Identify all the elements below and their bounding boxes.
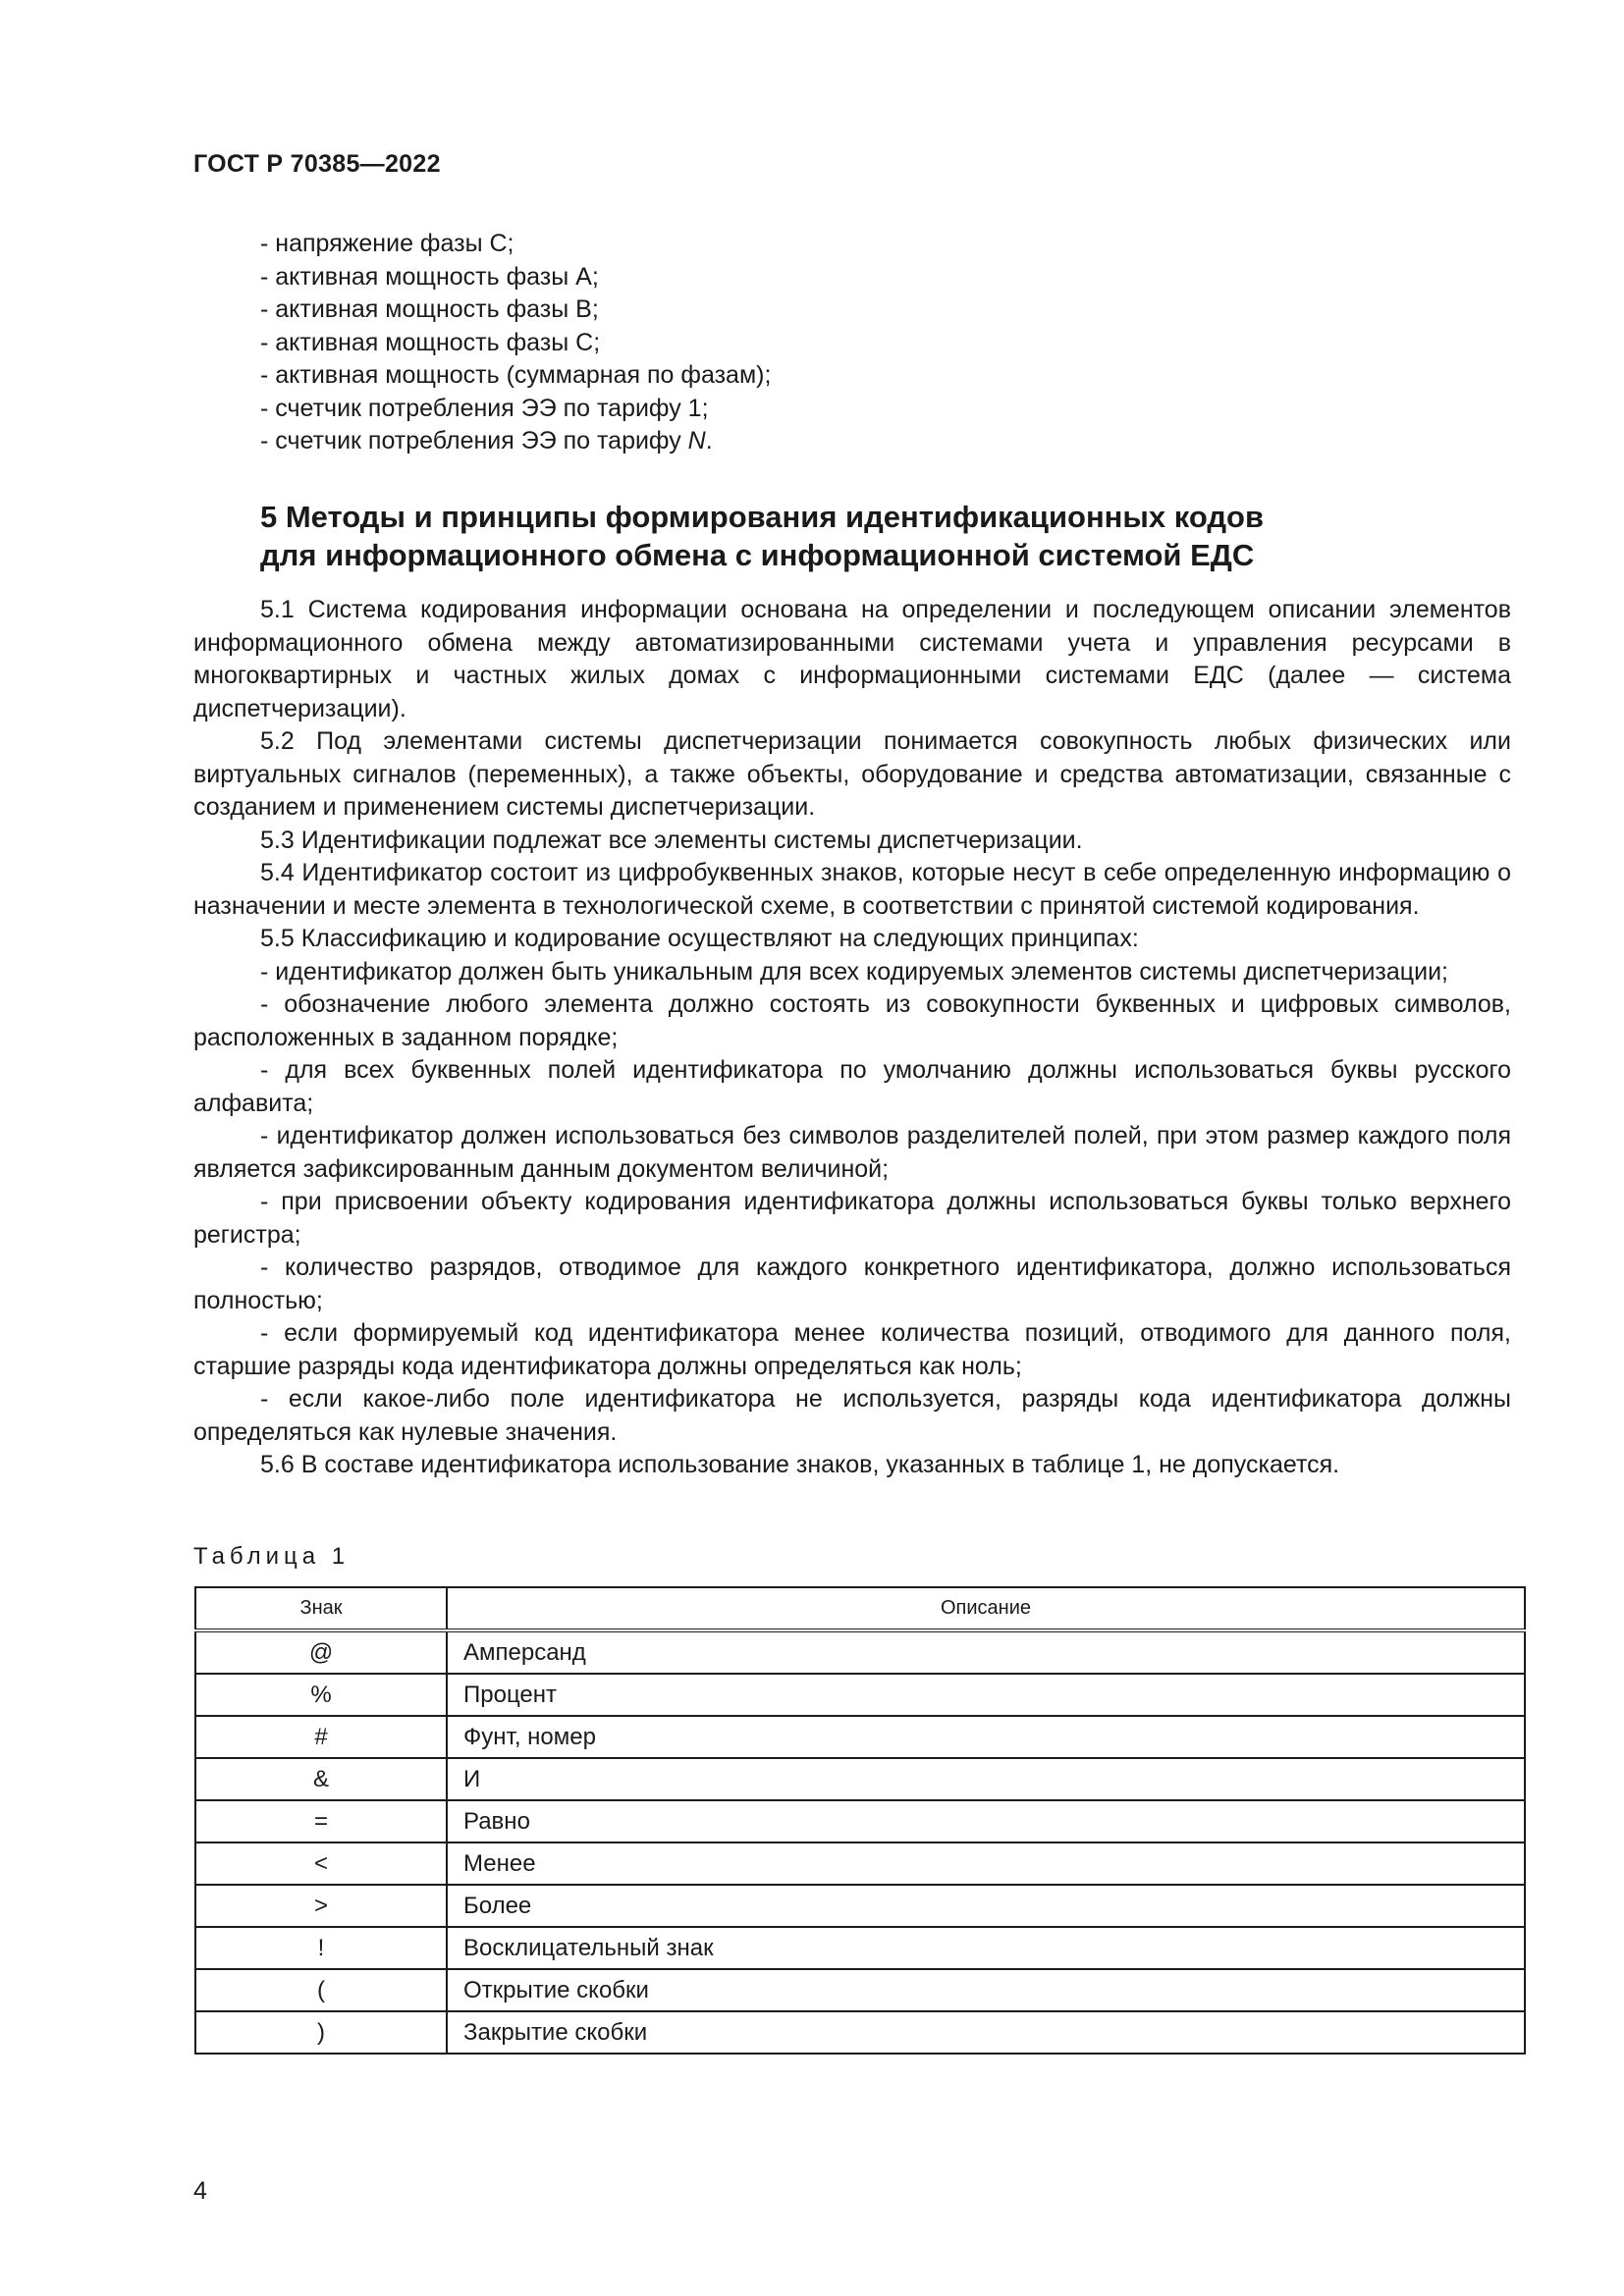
- symbol-cell: (: [195, 1969, 447, 2011]
- table-row: [195, 1758, 1525, 1800]
- paragraph: 5.5 Классификацию и кодирование осуществляют на следующих принципах:: [260, 925, 1139, 952]
- description-cell: Открытие скобки: [447, 1969, 1525, 2011]
- paragraph: - идентификатор должен быть уникальным для всех кодируемых элементов системы диспетчеризации;: [260, 957, 1448, 986]
- paragraph: - если формируемый код идентификатора менее количества позиций, отводимого для данного поля, старшие разряды кода идентификатора должны определяться как ноль;: [193, 1319, 1511, 1380]
- symbol-cell: =: [195, 1800, 447, 1842]
- table-row: [195, 1630, 1525, 1674]
- paragraph: - при присвоении объекту кодирования идентификатора должны использоваться буквы только верхнего регистра;: [193, 1188, 1511, 1249]
- list-item: - активная мощность фазы А;: [260, 262, 599, 291]
- symbol-cell: !: [195, 1927, 447, 1969]
- document-code: ГОСТ Р 70385—2022: [193, 150, 441, 178]
- table-row: [195, 1842, 1525, 1885]
- section-title: [260, 498, 1537, 574]
- table-row: [195, 1716, 1525, 1758]
- paragraph: - если какое-либо поле идентификатора не используется, разряды кода идентификатора должны определяться как нулевые значения.: [193, 1385, 1511, 1446]
- forbidden-symbols-table: [194, 1586, 1526, 2055]
- table-row: [195, 1969, 1525, 2011]
- symbol-cell: @: [195, 1630, 447, 1674]
- paragraph: 5.3 Идентификации подлежат все элементы системы диспетчеризации.: [260, 826, 1083, 854]
- list-item: - активная мощность (суммарная по фазам);: [260, 361, 772, 389]
- paragraph: - количество разрядов, отводимое для каждого конкретного идентификатора, должно использоваться полностью;: [193, 1254, 1511, 1314]
- column-header-symbol: Знак: [195, 1587, 447, 1630]
- description-cell: Амперсанд: [447, 1630, 1525, 1674]
- page-number: 4: [193, 2177, 207, 2205]
- symbol-cell: %: [195, 1674, 447, 1716]
- symbol-cell: #: [195, 1716, 447, 1758]
- section-body: [193, 594, 1511, 1482]
- list-item: - активная мощность фазы С;: [260, 328, 601, 356]
- table-row: [195, 1927, 1525, 1969]
- paragraph: - идентификатор должен использоваться без символов разделителей полей, при этом размер каждого поля является зафиксированным данным документом величиной;: [193, 1122, 1511, 1183]
- paragraph: 5.1 Система кодирования информации основана на определении и последующем описании элементов информационного обмена между автоматизированными системами учета и управления ресурсами в многоквартирных и частных жилых домах с информационными системами ЕДС (далее — система диспетчеризации).: [193, 596, 1511, 722]
- table-header-row: [195, 1587, 1525, 1630]
- table-row: [195, 1800, 1525, 1842]
- section-title-line: для информационного обмена с информационной системой ЕДС: [260, 538, 1255, 572]
- symbol-cell: ): [195, 2011, 447, 2054]
- symbol-cell: &: [195, 1758, 447, 1800]
- paragraph: 5.6 В составе идентификатора использование знаков, указанных в таблице 1, не допускается.: [260, 1451, 1340, 1478]
- description-cell: Менее: [447, 1842, 1525, 1885]
- list-item: - активная мощность фазы В;: [260, 295, 599, 323]
- list-item: - напряжение фазы С;: [260, 230, 514, 257]
- paragraph: - для всех буквенных полей идентификатора по умолчанию должны использоваться буквы русского алфавита;: [193, 1056, 1511, 1117]
- list-item-text: - счетчик потребления ЭЭ по тарифу N.: [260, 427, 713, 454]
- parameter-list: [260, 228, 1537, 458]
- table-row: [195, 1674, 1525, 1716]
- section-title-line: 5 Методы и принципы формирования идентификационных кодов: [260, 500, 1265, 534]
- paragraph: 5.4 Идентификатор состоит из цифробуквенных знаков, которые несут в себе определенную информацию о назначении и месте элемента в технологической схеме, в соответствии с принятой системой кодирования.: [193, 859, 1511, 920]
- description-cell: И: [447, 1758, 1525, 1800]
- description-cell: Закрытие скобки: [447, 2011, 1525, 2054]
- symbol-cell: >: [195, 1885, 447, 1927]
- table-caption: Таблица 1: [193, 1543, 351, 1570]
- table-row: [195, 1885, 1525, 1927]
- paragraph: - обозначение любого элемента должно состоять из совокупности буквенных и цифровых символов, расположенных в заданном порядке;: [193, 990, 1511, 1051]
- description-cell: Фунт, номер: [447, 1716, 1525, 1758]
- column-header-description: Описание: [447, 1587, 1525, 1630]
- description-cell: Более: [447, 1885, 1525, 1927]
- description-cell: Процент: [447, 1674, 1525, 1716]
- symbol-cell: <: [195, 1842, 447, 1885]
- list-item: - счетчик потребления ЭЭ по тарифу 1;: [260, 394, 709, 422]
- table-row: [195, 2011, 1525, 2054]
- paragraph: 5.2 Под элементами системы диспетчеризации понимается совокупность любых физических или виртуальных сигналов (переменных), а также объекты, оборудование и средства автоматизации, связанные с созданием и применением системы диспетчеризации.: [193, 727, 1511, 821]
- description-cell: Равно: [447, 1800, 1525, 1842]
- description-cell: Восклицательный знак: [447, 1927, 1525, 1969]
- list-item: [260, 425, 1537, 458]
